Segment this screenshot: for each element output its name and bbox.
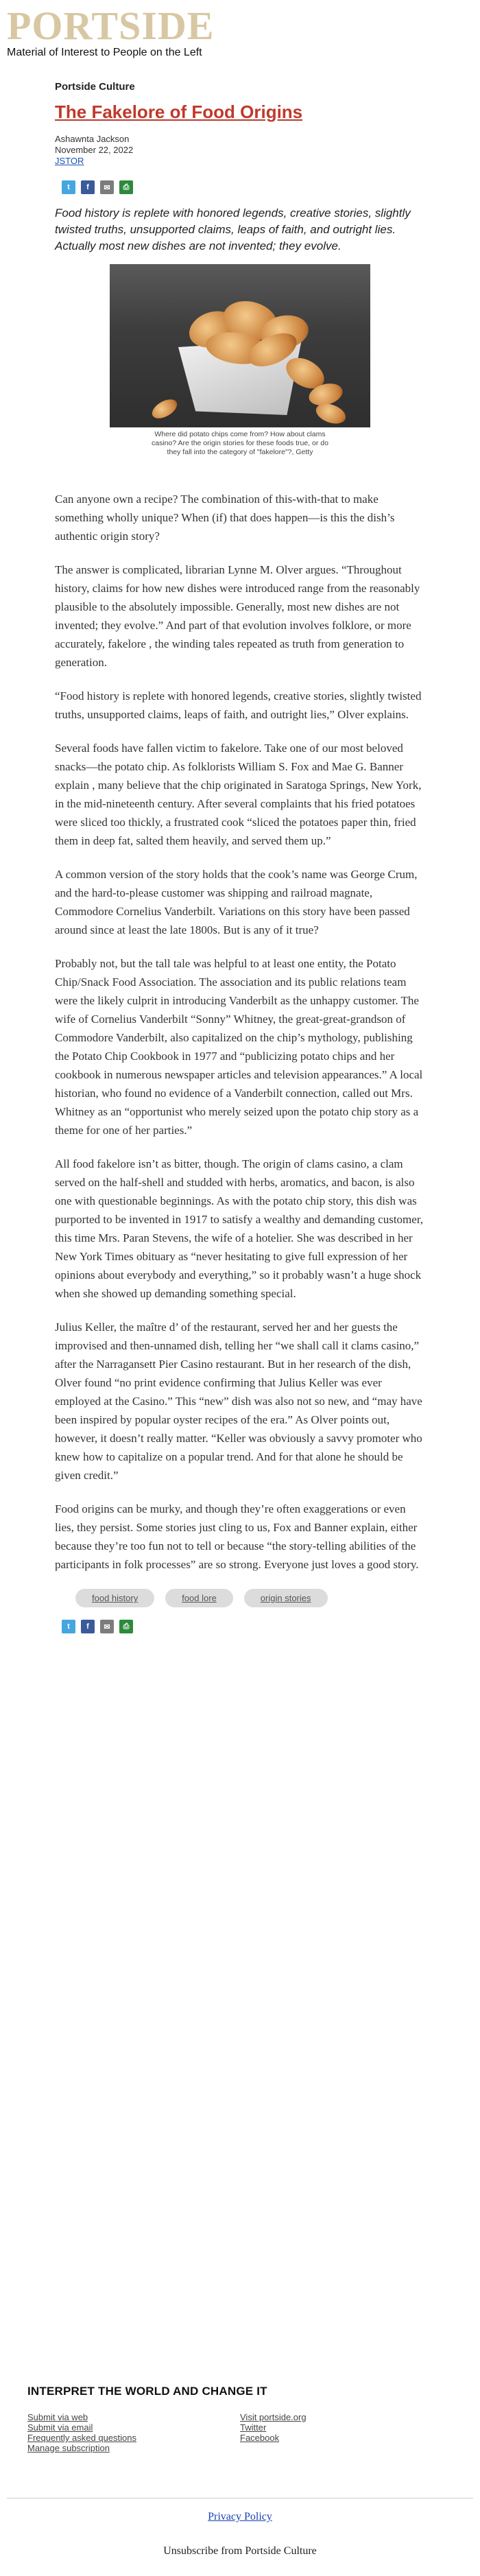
twitter-icon: t <box>67 1622 70 1631</box>
paragraph: The answer is complicated, librarian Lynne M. Olver argues. “Throughout history, claims for how new dishes were introduced range from the reasonably plausible to the absolutely impossible. Generally, most new dishes are not invented; they evolve.” And part of that evolution involves folklore, or more accurately, fakelore , the winding tales repeated as truth from generation to generation. <box>55 563 420 669</box>
email-share-button[interactable] <box>100 180 114 194</box>
twitter-share-button[interactable] <box>62 1620 75 1633</box>
paragraph: All food fakelore isn’t as bitter, though. The origin of clams casino, a clam served on the half-shell and studded with herbs, aromatics, and bacon, is also one with questionable beginnings. As with the potato chip story, this dish was purported to be invented in 1917 to satisfy a wealthy and demanding customer, this time Mrs. Paran Stevens, the wife of a hotelier. She was described in her New York Times obituary as “never hesitating to give full expression of her opinions about everybody and everything,” so it probably wasn’t a huge shock when she showed up demanding something special. <box>55 1157 424 1300</box>
publish-date: November 22, 2022 <box>55 145 134 155</box>
paragraph: A common version of the story holds that the cook’s name was George Crum, and the hard-to-please customer was shipping and railroad magnate, Commodore Cornelius Vanderbilt. Variations on this story have been passed around since at least the late 1800s. But is any of it true? <box>55 868 418 936</box>
masthead <box>0 0 480 59</box>
twitter-icon: t <box>67 183 70 191</box>
email-share-button[interactable] <box>100 1620 114 1633</box>
footer-links <box>27 2412 453 2453</box>
twitter-link[interactable]: Twitter <box>240 2422 267 2433</box>
manage-subscription-link[interactable]: Manage subscription <box>27 2443 110 2453</box>
print-button[interactable] <box>119 1620 133 1633</box>
share-bar-top <box>62 180 425 194</box>
tag-food-history[interactable]: food history <box>75 1589 154 1607</box>
byline <box>55 134 425 167</box>
facebook-share-button[interactable] <box>81 1620 95 1633</box>
paragraph: Several foods have fallen victim to fakelore. Take one of our most beloved snacks—the potato chip. As folklorists William S. Fox and Mae G. Banner explain , many believe that the chip originated in Saratoga Springs, New York, in the mid-nineteenth century. After several complaints that his fried potatoes were sliced too thickly, a frustrated cook “sliced the potatoes paper thin, fried them in deep fat, salted them heavily, and served them up.” <box>55 742 422 847</box>
article-dek: Food history is replete with honored legends, creative stories, slightly twisted truths, unsupported claims, leaps of faith, and outright lies. Actually most new dishes are not invented; they evolve. <box>55 206 411 252</box>
source-link[interactable]: JSTOR <box>55 156 84 166</box>
tag-list <box>75 1589 336 1607</box>
facebook-link[interactable]: Facebook <box>240 2433 280 2443</box>
facebook-share-button[interactable] <box>81 180 95 194</box>
facebook-icon: f <box>86 1622 89 1631</box>
submit-email-link[interactable]: Submit via email <box>27 2422 93 2433</box>
email-icon: ✉ <box>104 183 110 192</box>
unsubscribe-text[interactable]: Unsubscribe from Portside Culture <box>163 2545 317 2557</box>
article-title[interactable]: The Fakelore of Food Origins <box>55 102 303 122</box>
portside-logo[interactable]: PORTSIDE <box>7 3 215 48</box>
faq-link[interactable]: Frequently asked questions <box>27 2433 136 2443</box>
footer-heading: INTERPRET THE WORLD AND CHANGE IT <box>27 2385 267 2398</box>
print-button[interactable] <box>119 180 133 194</box>
share-bar-bottom <box>62 1620 425 1633</box>
paragraph: Julius Keller, the maître d’ of the restaurant, served her and her guests the improvised and then-unnamed dish, telling her “we shall call it clams casino,” after the Narragansett Pier Casino restaurant. But in her research of the dish, Olver found “no print evidence confirming that Julius Keller was ever employed at the Casino.” This “new” dish was also not so new, and “may have been inspired by popular oyster recipes of the era.” As Olver points out, however, it doesn’t really matter. “Keller was obviously a savvy promoter who knew how to capitalize on a popular trend. And for that alone he should be given credit.” <box>55 1321 422 1482</box>
footer <box>27 2385 453 2453</box>
email-icon: ✉ <box>104 1622 110 1631</box>
visit-portside-link[interactable]: Visit portside.org <box>240 2412 307 2422</box>
facebook-icon: f <box>86 183 89 191</box>
twitter-share-button[interactable] <box>62 180 75 194</box>
print-icon: ⎙ <box>123 1622 130 1631</box>
paragraph: Can anyone own a recipe? The combination of this-with-that to make something wholly unique? When (if) that does happen—is this the dish’s authentic origin story? <box>55 493 395 543</box>
article-figure <box>55 264 425 457</box>
privacy-policy-link[interactable]: Privacy Policy <box>208 2511 272 2522</box>
paragraph: Food origins can be murky, and though they’re often exaggerations or even lies, they persist. Some stories just cling to us, Fox and Banner explain, either because they’re too fun not to tell or because “the story-telling abilities of the participants in folk processes” are so strong. Everyone just loves a good story. <box>55 1502 419 1571</box>
article <box>55 81 425 1633</box>
author: Ashawnta Jackson <box>55 134 130 144</box>
privacy-row <box>0 2511 480 2523</box>
paragraph: “Food history is replete with honored legends, creative stories, slightly twisted truths, unsupported claims, leaps of faith, and outright lies,” Olver explains. <box>55 689 422 721</box>
article-body <box>55 490 425 1574</box>
print-icon: ⎙ <box>123 182 130 191</box>
paragraph: Probably not, but the tall tale was helpful to at least one entity, the Potato Chip/Snack Food Association. The association and its public relations team were the likely culprit in introducing Vanderbilt as the unhappy customer. The wife of Cornelius Vanderbilt “Sonny” Whitney, the great-great-grandson of Commodore Vanderbilt, also capitalized on the chip’s mythology, publishing the Potato Chip Cookbook in 1977 and “publicizing potato chips and her cookbook in numerous newspaper articles and television appearances.” A local historian, who found no evidence of a Vanderbilt connection, called out Mrs. Whitney as an “opportunist who merely seized upon the potato chip story as a theme for one of her parties.” <box>55 957 423 1137</box>
submit-web-link[interactable]: Submit via web <box>27 2412 88 2422</box>
potato-chips-photo <box>110 264 370 427</box>
tag-food-lore[interactable]: food lore <box>165 1589 233 1607</box>
tag-origin-stories[interactable]: origin stories <box>244 1589 328 1607</box>
image-caption: Where did potato chips come from? How about clams casino? Are the origin stories for these foods true, or do they fall into the category of "fakelore"?, Getty <box>152 430 328 456</box>
tagline: Material of Interest to People on the Left <box>7 47 202 58</box>
section-label: Portside Culture <box>55 81 135 93</box>
